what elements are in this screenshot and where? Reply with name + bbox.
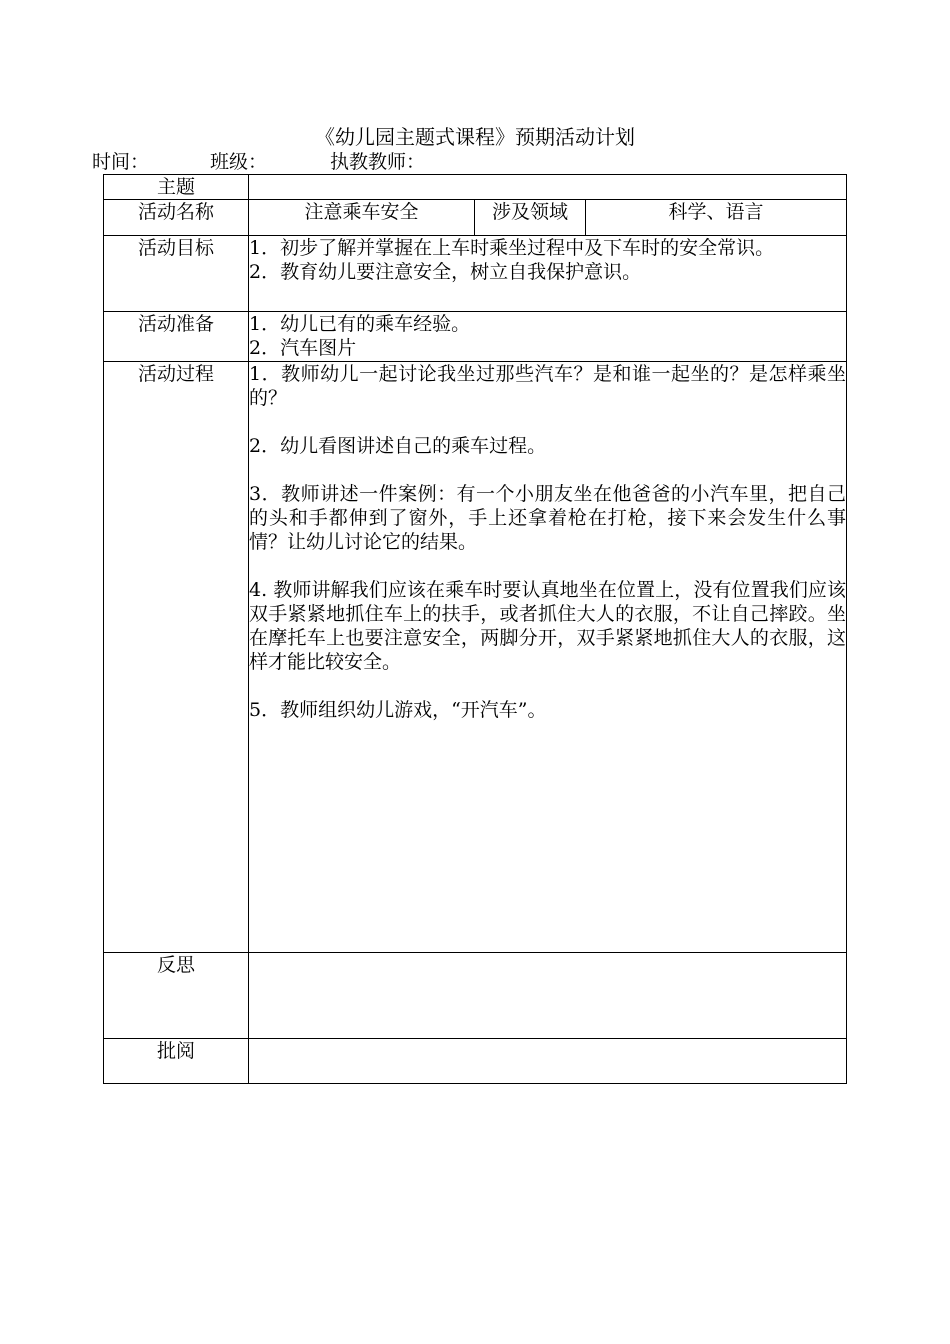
theme-row	[104, 175, 847, 200]
process-step: 2．幼儿看图讲述自己的乘车过程。	[249, 435, 547, 457]
activity-name-label: 活动名称	[104, 200, 249, 236]
activity-name-row	[104, 200, 847, 236]
review-label: 批阅	[104, 1039, 249, 1084]
goals-content	[249, 236, 847, 312]
domain-label: 涉及领域	[475, 200, 586, 236]
meta-line	[92, 150, 425, 174]
process-step: 5．教师组织幼儿游戏，“开汽车”。	[249, 699, 547, 721]
reflection-label: 反思	[104, 953, 249, 1039]
class-label: 班级：	[210, 151, 268, 173]
goals-label: 活动目标	[104, 236, 249, 312]
prep-item: 2．汽车图片	[249, 337, 357, 359]
theme-label: 主题	[104, 175, 249, 200]
process-step: 1．教师幼儿一起讨论我坐过那些汽车？是和谁一起坐的？是怎样乘坐的？	[249, 363, 847, 409]
activity-name-value: 注意乘车安全	[249, 200, 475, 236]
theme-value	[249, 175, 847, 200]
goal-item: 1．初步了解并掌握在上车时乘坐过程中及下车时的安全常识。	[249, 237, 775, 259]
process-row	[104, 362, 847, 953]
process-step: 3．教师讲述一件案例：有一个小朋友坐在他爸爸的小汽车里，把自己的头和手都伸到了窗外，手上还拿着枪在打枪，接下来会发生什么事情？让幼儿讨论它的结果。	[249, 483, 847, 553]
teacher-label: 执教教师：	[330, 151, 426, 173]
process-label: 活动过程	[104, 362, 249, 953]
review-row	[104, 1039, 847, 1084]
goals-row	[104, 236, 847, 312]
prep-item: 1．幼儿已有的乘车经验。	[249, 313, 471, 335]
prep-content	[249, 312, 847, 362]
process-content	[249, 362, 847, 953]
goal-item: 2．教育幼儿要注意安全，树立自我保护意识。	[249, 261, 642, 283]
prep-label: 活动准备	[104, 312, 249, 362]
domain-value: 科学、语言	[586, 200, 847, 236]
reflection-row	[104, 953, 847, 1039]
reflection-value	[249, 953, 847, 1039]
prep-row	[104, 312, 847, 362]
document-title: 《幼儿园主题式课程》预期活动计划	[315, 125, 635, 149]
review-value	[249, 1039, 847, 1084]
time-label: 时间：	[92, 151, 150, 173]
process-step: 4. 教师讲解我们应该在乘车时要认真地坐在位置上，没有位置我们应该双手紧紧地抓住车上的扶手，或者抓住大人的衣服，不让自己摔跤。坐在摩托车上也要注意安全，两脚分开，双手紧紧地抓住大人的衣服，这样才能比较安全。	[249, 579, 847, 673]
activity-plan-table	[103, 174, 847, 1084]
